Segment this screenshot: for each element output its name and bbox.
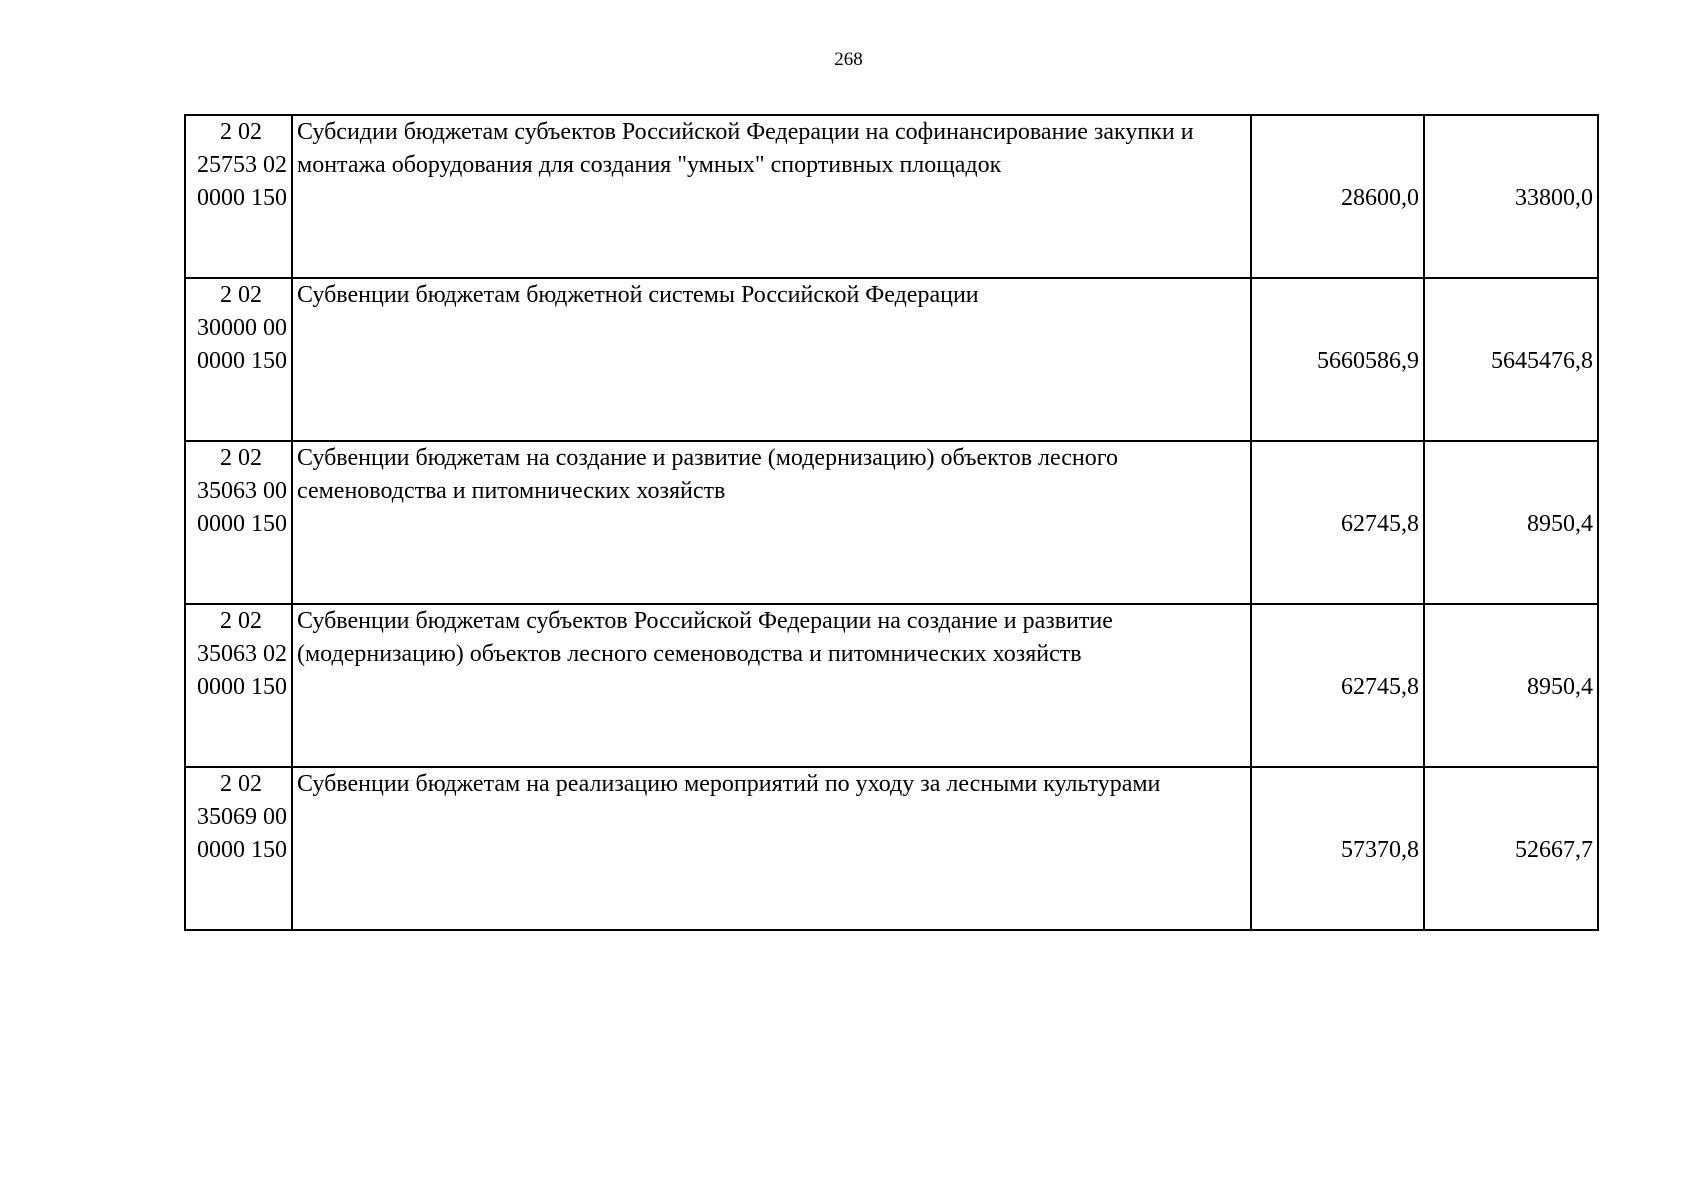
amount-year1-cell: 28600,0 [1251, 115, 1424, 278]
amount-year1-cell: 62745,8 [1251, 441, 1424, 604]
budget-code-part: 0000 150 [197, 837, 287, 863]
budget-code-part: 0000 150 [197, 674, 287, 700]
budget-code-cell [185, 441, 292, 604]
budget-code-part: 0000 150 [197, 348, 287, 374]
budget-code-part: 2 02 [220, 608, 262, 634]
budget-code-part: 30000 00 [197, 315, 287, 341]
amount-year1-cell: 5660586,9 [1251, 278, 1424, 441]
budget-code-part: 2 02 [220, 771, 262, 797]
income-name-cell: Субсидии бюджетам субъектов Российской Федерации на софинансирование закупки и монтажа оборудования для создания "умных" спортивных площадок [292, 115, 1251, 278]
budget-code-part: 25753 02 [197, 152, 287, 178]
budget-code-cell [185, 278, 292, 441]
budget-code-part: 2 02 [220, 445, 262, 471]
income-name-cell: Субвенции бюджетам бюджетной системы Российской Федерации [292, 278, 1251, 441]
budget-code-part: 2 02 [220, 119, 262, 145]
table-row [185, 441, 1598, 604]
budget-code-part: 0000 150 [197, 185, 287, 211]
budget-code-cell [185, 767, 292, 930]
page-number: 268 [834, 49, 863, 70]
amount-year2-cell: 5645476,8 [1424, 278, 1598, 441]
budget-code-part: 2 02 [220, 282, 262, 308]
amount-year1-cell: 57370,8 [1251, 767, 1424, 930]
budget-code-part: 35063 00 [197, 478, 287, 504]
table-row [185, 604, 1598, 767]
table-row [185, 278, 1598, 441]
table-row [185, 115, 1598, 278]
budget-table [184, 114, 1599, 931]
income-name-cell: Субвенции бюджетам субъектов Российской Федерации на создание и развитие (модернизацию) объектов лесного семеноводства и питомнических хозяйств [292, 604, 1251, 767]
budget-code-part: 35063 02 [197, 641, 287, 667]
amount-year2-cell: 8950,4 [1424, 441, 1598, 604]
income-name-cell: Субвенции бюджетам на создание и развитие (модернизацию) объектов лесного семеноводства и питомнических хозяйств [292, 441, 1251, 604]
budget-code-cell [185, 604, 292, 767]
amount-year1-cell: 62745,8 [1251, 604, 1424, 767]
amount-year2-cell: 52667,7 [1424, 767, 1598, 930]
amount-year2-cell: 8950,4 [1424, 604, 1598, 767]
income-name-cell: Субвенции бюджетам на реализацию мероприятий по уходу за лесными культурами [292, 767, 1251, 930]
budget-code-part: 0000 150 [197, 511, 287, 537]
budget-code-part: 35069 00 [197, 804, 287, 830]
amount-year2-cell: 33800,0 [1424, 115, 1598, 278]
table-row [185, 767, 1598, 930]
budget-code-cell [185, 115, 292, 278]
